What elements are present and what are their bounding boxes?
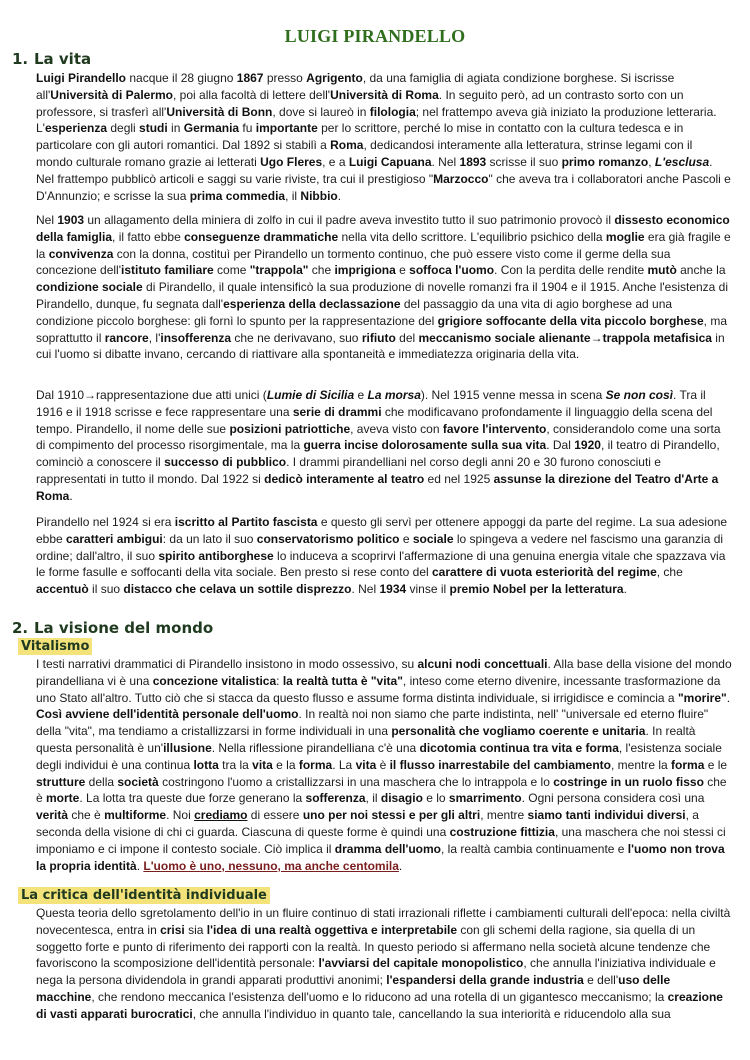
subheading-vitalismo: Vitalismo bbox=[18, 638, 92, 655]
paragraph-vita-4: Pirandello nel 1924 si era iscritto al Partito fascista e questo gli servì per ottenere appoggi da parte del regime. La sua adesione ebbe caratteri ambigui: da un lato il suo conservatorismo politico e sociale lo spingeva a vedere nel fascismo una garanzia di ordine; dall'altro, il suo spirito antiborghese lo induceva a scoprirvi l'affermazione di una genuina energia vitale che spazzava via le forme fasulle e soffocanti della vita sociale. Ben presto si rese conto del carattere di vuota esteriorità del regime, che accentuò il suo distacco che celava un sottile disprezzo. Nel 1934 vinse il premio Nobel per la letteratura. bbox=[36, 515, 728, 597]
section-title: La visione del mondo bbox=[34, 619, 214, 637]
paragraph-vita-1: Luigi Pirandello nacque il 28 giugno 1867 presso Agrigento, da una famiglia di agiata condizione borghese. Si iscrisse all'Università di Palermo, poi alla facoltà di lettere dell'Università di Roma. In seguito però, ad un contrasto sorto con un professore, si trasferì all'Università di Bonn, dove si laureò in filologia; nel frattempo aveva già iniziato la produzione letteraria. L'esperienza degli studi in Germania fu importante per lo scrittore, perché lo mise in contatto con la cultura tedesca e in particolare con gli autori romantici. Dal 1892 si stabilì a Roma, dedicandosi interamente alla letteratura, strinse legami con il mondo culturale romano grazie ai letterati Ugo Fleres, e a Luigi Capuana. Nel 1893 scrisse il suo primo romanzo, L'esclusa. Nel frattempo pubblicò articoli e saggi su varie riviste, tra cui il prestigioso "Marzocco" che aveva tra i collaboratori anche Pascoli e D'Annunzio; e scrisse la sua prima commedia, il Nibbio. bbox=[36, 71, 731, 203]
section-title: La vita bbox=[34, 50, 92, 68]
paragraph-critica-identita: Questa teoria dello sgretolamento dell'io in un fluire continuo di stati irrazionali riflette i cambiamenti culturali dell'epoca: nella civiltà novecentesca, entra in crisi sia l'idea di una realtà oggettiva e interpretabile con gli schemi della ragione, sia quella di un soggetto forte e punto di riferimento dei rapporti con la realtà. In questo periodo si affermano nella società alcune tendenze che favoriscono la scomposizione dell'identità personale: l'avviarsi del capitale monopolistico, che annulla l'iniziativa individuale e nega la persona dividendola in grandi apparati produttivi anonimi; l'espandersi della grande industria e dell'uso delle macchine, che rendono meccanica l'esistenza dell'uomo e lo riducono ad una rotella di un gigantesco meccanismo; la creazione di vasti apparati burocratici, che annulla l'individuo in quanto tale, cancellando la sua interiorità e riducendolo alla sua bbox=[36, 906, 731, 1021]
paragraph-vita-3: Dal 1910→rappresentazione due atti unici (Lumie di Sicilia e La morsa). Nel 1915 venne messa in scena Se non così. Tra il 1916 e il 1918 scrisse e fece rappresentare una serie di drammi che modificavano profondamente il linguaggio della scena del tempo. Pirandello, il nome delle sue posizioni patriottiche, aveva visto con favore l'intervento, considerandolo come una sorta di compimento del processo risorgimentale, ma la guerra incise dolorosamente sulla sua vita. Dal 1920, il teatro di Pirandello, cominciò a conoscere il successo di pubblico. I drammi pirandelliani nel corso degli anni 20 e 30 furono conosciuti e rappresentati in tutto il mondo. Dal 1922 si dedicò interamente al teatro ed nel 1925 assunse la direzione del Teatro d'Arte a Roma. bbox=[36, 388, 721, 503]
section-number: 2. bbox=[12, 619, 29, 637]
highlighted-quote: L'uomo è uno, nessuno, ma anche centomila bbox=[143, 858, 399, 873]
section-heading-visione-del-mondo bbox=[12, 619, 213, 637]
page-title: LUIGI PIRANDELLO bbox=[284, 26, 466, 46]
paragraph-vita-2: Nel 1903 un allagamento della miniera di zolfo in cui il padre aveva investito tutto il suo patrimonio provocò il dissesto economico della famiglia, il fatto ebbe conseguenze drammatiche nella vita dello scrittore. L'equilibrio psichico della moglie era già fragile e la convivenza con la donna, costituì per Pirandello un tormento continuo, che può essere visto come il germe della sua concezione dell'istituto familiare come "trappola" che imprigiona e soffoca l'uomo. Con la perdita delle rendite mutò anche la condizione sociale di Pirandello, il quale intensificò la sua produzione di novelle romanzi fra il 1904 e il 1915. Anche l'esistenza di Pirandello, dunque, fu segnata dall'esperienza della declassazione del passaggio da una vita di agio borghese ad una condizione piccolo borghese: gli fornì lo spunto per la rappresentazione del grigiore soffocante della vita piccolo borghese, ma soprattutto il rancore, l'insofferenza che ne derivavano, suo rifiuto del meccanismo sociale alienante→trappola metafisica in cui l'uomo si dibatte invano, cercando di riattivare alla spontaneità e immediatezza originaria della vita. bbox=[36, 213, 731, 362]
paragraph-vitalismo: I testi narrativi drammatici di Pirandello insistono in modo ossessivo, su alcuni nodi concettuali. Alla base della visione del mondo pirandelliana vi è una concezione vitalistica: la realtà tutta è "vita", inteso come eterno divenire, incessante trasformazione da uno Stato all'altro. Tutto ciò che si stacca da questo flusso e assume forma distinta individuale, si irrigidisce e comincia a "morire". Così avviene dell'identità personale dell'uomo. In realtà noi non siamo che parte indistinta, nell' "universale ed eterno fluire" della "vita", ma tendiamo a cristallizzarsi in forme individuali in una personalità che vogliamo coerente e unitaria. In realtà questa personalità è un'illusione. Nella riflessione pirandelliana c'è una dicotomia continua tra vita e forma, l'esistenza sociale degli individui è una continua lotta tra la vita e la forma. La vita è il flusso inarrestabile del cambiamento, mentre la forma e le strutture della società costringono l'uomo a cristallizzarsi in una maschera che lo intrappola e lo costringe in un ruolo fisso che è morte. La lotta tra queste due forze generano la sofferenza, il disagio e lo smarrimento. Ogni persona considera così una verità che è multiforme. Noi crediamo di essere uno per noi stessi e per gli altri, mentre siamo tanti individui diversi, a seconda della visione di chi ci guarda. Ciascuna di queste forme è quindi una costruzione fittizia, una maschera che noi stessi ci imponiamo e ci impone il contesto sociale. Ciò implica il dramma dell'uomo, la realtà cambia continuamente e l'uomo non trova la propria identità. L'uomo è uno, nessuno, ma anche centomila. bbox=[36, 657, 732, 873]
section-heading-la-vita bbox=[12, 50, 91, 68]
subheading-critica-identita: La critica dell'identità individuale bbox=[18, 887, 270, 904]
section-number: 1. bbox=[12, 50, 29, 68]
